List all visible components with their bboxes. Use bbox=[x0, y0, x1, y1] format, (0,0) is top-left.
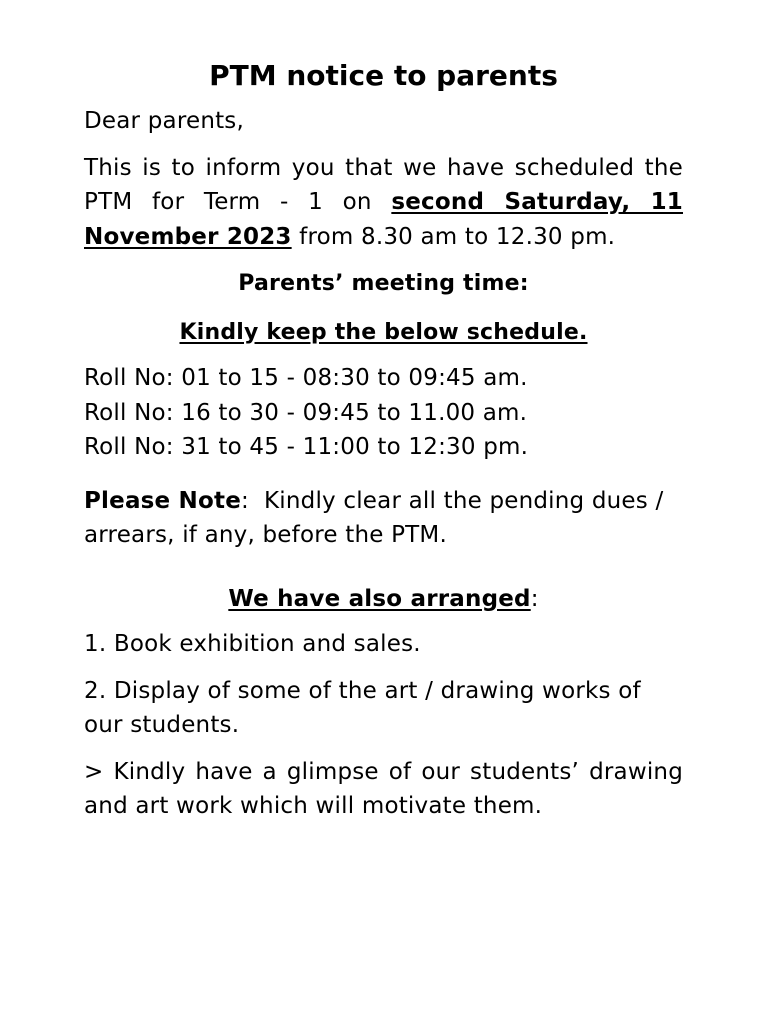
ptm-time-range: from 8.30 am to 12.30 pm. bbox=[299, 223, 616, 250]
closing-paragraph: > Kindly have a glimpse of our students’ drawing and art work which will motivate them. bbox=[84, 758, 683, 819]
intro-paragraph bbox=[84, 151, 683, 255]
please-note-paragraph bbox=[84, 484, 683, 553]
schedule-list bbox=[84, 361, 683, 465]
list-item: 2. Display of some of the art / drawing works of our students. bbox=[84, 677, 641, 738]
notice-page bbox=[84, 52, 683, 824]
schedule-heading-wrap bbox=[84, 316, 683, 351]
arranged-heading-wrap bbox=[84, 582, 683, 617]
schedule-heading: Kindly keep the below schedule. bbox=[179, 319, 588, 345]
arranged-colon: : bbox=[530, 585, 539, 612]
intro-text: This is to inform you that we have scheduled the PTM for Term - 1 on bbox=[84, 154, 683, 215]
arranged-heading: We have also arranged bbox=[228, 585, 531, 612]
greeting: Dear parents, bbox=[84, 108, 245, 134]
notice-title: PTM notice to parents bbox=[209, 59, 558, 92]
list-item: 1. Book exhibition and sales. bbox=[84, 631, 421, 657]
schedule-row: Roll No: 01 to 15 - 08:30 to 09:45 am. bbox=[84, 365, 528, 391]
please-note-label: Please Note bbox=[84, 487, 242, 514]
please-note-colon: : bbox=[241, 487, 249, 514]
please-note-text: Kindly clear all the pending dues / arrears, if any, before the PTM. bbox=[84, 487, 664, 548]
schedule-row: Roll No: 16 to 30 - 09:45 to 11.00 am. bbox=[84, 399, 528, 426]
meeting-time-heading: Parents’ meeting time: bbox=[238, 271, 529, 296]
schedule-row: Roll No: 31 to 45 - 11:00 to 12:30 pm. bbox=[84, 434, 529, 460]
ptm-date: second Saturday, 11 November 2023 bbox=[84, 189, 683, 250]
